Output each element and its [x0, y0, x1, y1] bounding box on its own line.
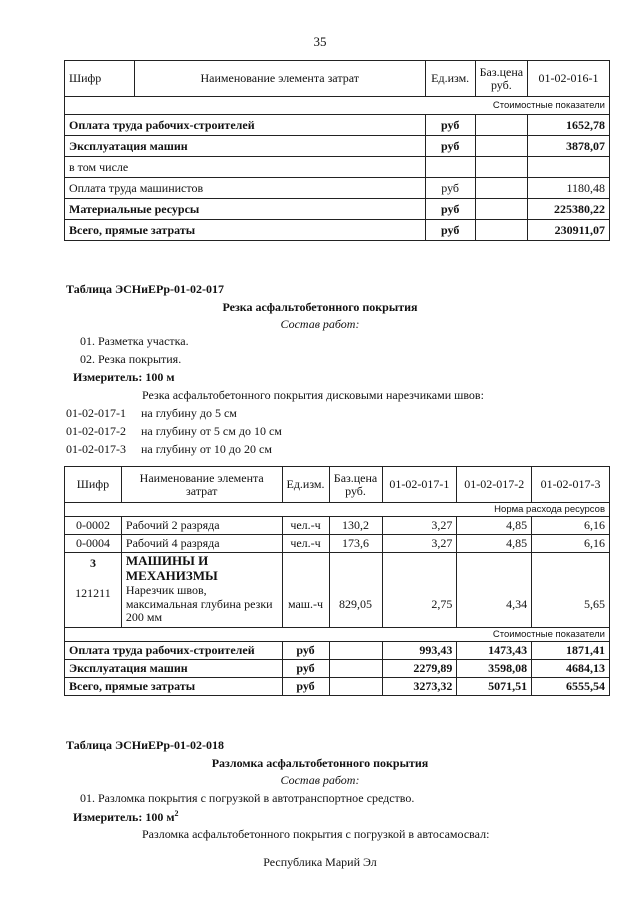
- machines-code-cell: [65, 553, 122, 628]
- row-including-value: [528, 157, 610, 178]
- row-total-value: 230911,07: [528, 220, 610, 241]
- section-title-018: Разломка асфальтобетонного покрытия: [211, 756, 429, 770]
- cost-row-name: Эксплуатация машин: [65, 660, 283, 678]
- row-total-unit: руб: [425, 220, 475, 241]
- header-unit: Ед.изм.: [425, 61, 475, 97]
- machines-name-cell: [121, 553, 282, 628]
- machine-price: 829,05: [329, 553, 382, 628]
- row-materials-unit: руб: [425, 199, 475, 220]
- header-unit: Ед.изм.: [282, 467, 329, 503]
- header-code-017-3: 01-02-017-3: [532, 467, 610, 503]
- item-text: на глубину от 5 см до 10 см: [141, 424, 282, 438]
- row-total-price: [475, 220, 527, 241]
- item-code: 01-02-017-1: [66, 406, 126, 420]
- machine-unit: маш.-ч: [282, 553, 329, 628]
- meter-superscript: 2: [174, 809, 179, 818]
- row-machines-unit: руб: [425, 136, 475, 157]
- table-label-018: Таблица ЭСНиЕРр-01-02-018: [66, 738, 225, 752]
- cost-row-value-2: 5071,51: [457, 678, 532, 696]
- row-total-name: Всего, прямые затраты: [65, 220, 426, 241]
- header-code: Шифр: [65, 61, 135, 97]
- cost-row-unit: руб: [282, 678, 329, 696]
- row-labor-unit: руб: [425, 115, 475, 136]
- row-code: 0-0002: [65, 517, 122, 535]
- row-value-2: 4,85: [457, 535, 532, 553]
- description-017: Резка асфальтобетонного покрытия дисковыми нарезчиками швов:: [142, 388, 484, 402]
- cost-row-unit: руб: [282, 642, 329, 660]
- item-text: на глубину до 5 см: [141, 406, 237, 420]
- meter-text: Измеритель: 100 м: [73, 810, 175, 824]
- header-code-016-1: 01-02-016-1: [528, 61, 610, 97]
- cost-row-value-3: 4684,13: [532, 660, 610, 678]
- machine-code: 121211: [75, 585, 111, 600]
- row-value-3: 6,16: [532, 517, 610, 535]
- row-materials-value: 225380,22: [528, 199, 610, 220]
- page-number: 35: [313, 34, 327, 49]
- row-operators-value: 1180,48: [528, 178, 610, 199]
- meter-017: Измеритель: 100 м: [73, 370, 175, 384]
- meter-018: [73, 809, 179, 825]
- cost-row-price: [329, 678, 382, 696]
- subheader-norm: Норма расхода ресурсов: [65, 503, 610, 517]
- row-unit: чел.-ч: [282, 535, 329, 553]
- cost-row-value-2: 3598,08: [457, 660, 532, 678]
- header-code-017-2: 01-02-017-2: [457, 467, 532, 503]
- row-materials-name: Материальные ресурсы: [65, 199, 426, 220]
- header-code-017-1: 01-02-017-1: [382, 467, 457, 503]
- row-machines-price: [475, 136, 527, 157]
- cost-row-name: Оплата труда рабочих-строителей: [65, 642, 283, 660]
- subheader-cost: Стоимостные показатели: [65, 628, 610, 642]
- row-name: Рабочий 2 разряда: [121, 517, 282, 535]
- machines-section-title: МАШИНЫ И МЕХАНИЗМЫ: [125, 553, 218, 583]
- description-018: Разломка асфальтобетонного покрытия с погрузкой в автосамосвал:: [142, 827, 490, 841]
- cost-row-unit: руб: [282, 660, 329, 678]
- row-value-3: 6,16: [532, 535, 610, 553]
- cost-row-value-2: 1473,43: [457, 642, 532, 660]
- cost-table-016: [64, 60, 610, 241]
- row-operators-name: Оплата труда машинистов: [65, 178, 426, 199]
- row-value-2: 4,85: [457, 517, 532, 535]
- work-item-1: 01. Разломка покрытия с погрузкой в автотранспортное средство.: [80, 791, 415, 805]
- cost-row-value-3: 6555,54: [532, 678, 610, 696]
- row-value-1: 3,27: [382, 535, 457, 553]
- resource-table-017: [64, 466, 610, 696]
- row-unit: чел.-ч: [282, 517, 329, 535]
- works-label-017: Состав работ:: [280, 317, 360, 331]
- section-title-017: Резка асфальтобетонного покрытия: [222, 300, 418, 314]
- row-code: 0-0004: [65, 535, 122, 553]
- machine-value-3: 5,65: [532, 553, 610, 628]
- machines-section-code: 3: [89, 556, 96, 570]
- row-materials-price: [475, 199, 527, 220]
- row-operators-unit: руб: [425, 178, 475, 199]
- row-operators-price: [475, 178, 527, 199]
- subheader-cost: Стоимостные показатели: [65, 97, 610, 115]
- row-labor-price: [475, 115, 527, 136]
- header-price: Баз.цена руб.: [475, 61, 527, 97]
- work-item-1: 01. Разметка участка.: [80, 334, 189, 348]
- row-labor-name: Оплата труда рабочих-строителей: [65, 115, 426, 136]
- machine-value-2: 4,34: [457, 553, 532, 628]
- cost-row-value-1: 2279,89: [382, 660, 457, 678]
- work-item-2: 02. Резка покрытия.: [80, 352, 182, 366]
- machine-value-1: 2,75: [382, 553, 457, 628]
- row-machines-name: Эксплуатация машин: [65, 136, 426, 157]
- row-name: Рабочий 4 разряда: [121, 535, 282, 553]
- row-including-price: [475, 157, 527, 178]
- footer-region: Республика Марий Эл: [263, 855, 377, 869]
- row-machines-value: 3878,07: [528, 136, 610, 157]
- cost-row-value-1: 993,43: [382, 642, 457, 660]
- row-labor-value: 1652,78: [528, 115, 610, 136]
- item-code: 01-02-017-2: [66, 424, 126, 438]
- row-price: 130,2: [329, 517, 382, 535]
- header-price: Баз.цена руб.: [329, 467, 382, 503]
- works-label-018: Состав работ:: [280, 773, 360, 787]
- row-including-unit: [425, 157, 475, 178]
- cost-row-name: Всего, прямые затраты: [65, 678, 283, 696]
- row-price: 173,6: [329, 535, 382, 553]
- row-value-1: 3,27: [382, 517, 457, 535]
- item-text: на глубину от 10 до 20 см: [141, 442, 272, 456]
- table-label-017: Таблица ЭСНиЕРр-01-02-017: [66, 282, 225, 296]
- cost-row-value-1: 3273,32: [382, 678, 457, 696]
- item-code: 01-02-017-3: [66, 442, 126, 456]
- header-code: Шифр: [65, 467, 122, 503]
- cost-row-value-3: 1871,41: [532, 642, 610, 660]
- machine-name: Нарезчик швов, максимальная глубина резки 200 мм: [125, 582, 273, 625]
- header-name: Наименование элемента затрат: [121, 467, 282, 503]
- cost-row-price: [329, 660, 382, 678]
- header-name: Наименование элемента затрат: [134, 61, 425, 97]
- row-including-name: в том числе: [65, 157, 426, 178]
- cost-row-price: [329, 642, 382, 660]
